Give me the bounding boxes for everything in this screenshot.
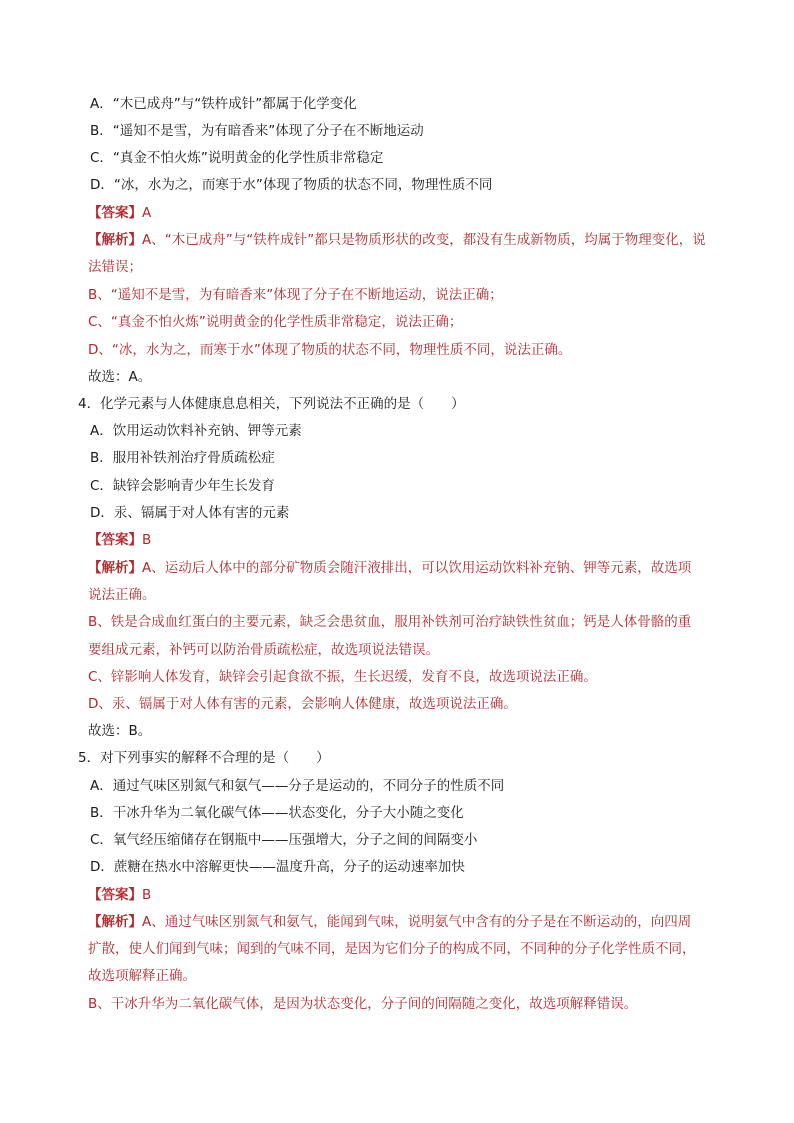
q5-analysis-line-4: B、干冰升华为二氧化碳气体，是因为状态变化，分子间的间隔随之变化，故选项解释错误。 [88, 996, 638, 1012]
q5-option-b: B．干冰升华为二氧化碳气体——状态变化，分子大小随之变化 [90, 805, 464, 821]
q5-option-d: D．蔗糖在热水中溶解更快——温度升高，分子的运动速率加快 [90, 859, 465, 875]
q3-analysis-line-3: B、“遥知不是雪，为有暗香来”体现了分子在不断地运动，说法正确； [88, 287, 503, 303]
q3-analysis-line-1 [88, 231, 706, 249]
q3-analysis-line-4: C、“真金不怕火炼”说明黄金的化学性质非常稳定，说法正确； [88, 314, 463, 330]
q3-option-d: D．“冰，水为之，而寒于水”体现了物质的状态不同，物理性质不同 [90, 177, 493, 193]
q4-analysis-line-2: 说法正确。 [88, 587, 156, 603]
q4-analysis-line-5: C、锌影响人体发育，缺锌会引起食欲不振，生长迟缓，发育不良，故选项说法正确。 [88, 669, 597, 685]
q3-answer [88, 204, 151, 222]
q5-analysis-line-2: 扩散，使人们闻到气味；闻到的气味不同，是因为它们分子的构成不同，不同种的分子化学性质不同， [88, 941, 696, 957]
answer-value: A [142, 205, 152, 221]
q5-answer [88, 886, 151, 904]
q4-option-d: D．汞、镉属于对人体有害的元素 [90, 505, 290, 521]
analysis-text: A、通过气味区别氮气和氨气，能闻到气味，说明氨气中含有的分子是在不断运动的，向四周 [142, 914, 692, 930]
q4-conclusion: 故选：B。 [88, 723, 152, 739]
answer-value: B [142, 887, 152, 903]
q4-option-b: B．服用补铁剂治疗骨质疏松症 [90, 450, 275, 466]
analysis-tag: 【解析】 [88, 914, 142, 930]
q5-option-c: C．氧气经压缩储存在钢瓶中——压强增大，分子之间的间隔变小 [90, 832, 478, 848]
q4-option-a: A．饮用运动饮料补充钠、钾等元素 [90, 423, 302, 439]
q5-option-a: A．通过气味区别氮气和氨气——分子是运动的，不同分子的性质不同 [90, 778, 505, 794]
answer-tag: 【答案】 [88, 205, 142, 221]
q3-analysis-line-2: 法错误； [88, 259, 142, 275]
q4-answer [88, 531, 151, 549]
analysis-text: A、“木已成舟”与“铁杵成针”都只是物质形状的改变，都没有生成新物质，均属于物理变化，说 [142, 232, 706, 248]
analysis-tag: 【解析】 [88, 560, 142, 576]
q4-analysis-line-1 [88, 559, 691, 577]
answer-tag: 【答案】 [88, 887, 142, 903]
q4-analysis-line-3: B、铁是合成血红蛋白的主要元素，缺乏会患贫血，服用补铁剂可治疗缺铁性贫血；钙是人体骨骼的重 [88, 614, 692, 630]
q3-option-c: C．“真金不怕火炼”说明黄金的化学性质非常稳定 [90, 150, 384, 166]
q4-analysis-line-4: 要组成元素，补钙可以防治骨质疏松症，故选项说法错误。 [88, 642, 439, 658]
answer-tag: 【答案】 [88, 532, 142, 548]
answer-value: B [142, 532, 152, 548]
q3-analysis-line-5: D、“冰，水为之，而寒于水”体现了物质的状态不同，物理性质不同，说法正确。 [88, 342, 572, 358]
q5-analysis-line-3: 故选项解释正确。 [88, 968, 196, 984]
q4-analysis-line-6: D、汞、镉属于对人体有害的元素，会影响人体健康，故选项说法正确。 [88, 696, 517, 712]
q3-conclusion: 故选：A。 [88, 369, 152, 385]
q4-option-c: C．缺锌会影响青少年生长发育 [90, 478, 275, 494]
q5-analysis-line-1 [88, 913, 691, 931]
q3-option-a: A．“木已成舟”与“铁杵成针”都属于化学变化 [90, 96, 357, 112]
analysis-text: A、运动后人体中的部分矿物质会随汗液排出，可以饮用运动饮料补充钠、钾等元素，故选项 [142, 560, 692, 576]
q4-stem: 4．化学元素与人体健康息息相关，下列说法不正确的是（ ） [78, 396, 465, 412]
q3-option-b: B．“遥知不是雪，为有暗香来”体现了分子在不断地运动 [90, 123, 424, 139]
q5-stem: 5．对下列事实的解释不合理的是（ ） [78, 750, 330, 766]
analysis-tag: 【解析】 [88, 232, 142, 248]
